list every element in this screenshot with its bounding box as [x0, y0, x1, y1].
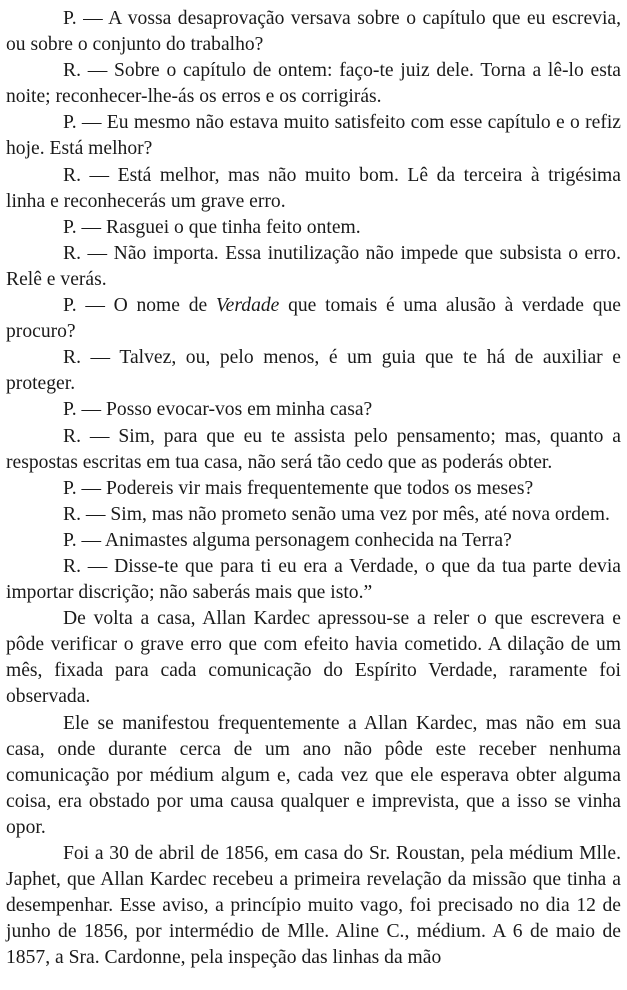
paragraph: R. — Não importa. Essa inutilização não impede que subsista o erro. Relê e verás.: [6, 242, 621, 290]
paragraph: P. — Eu mesmo não estava muito satisfeito com esse capítulo e o refiz hoje. Está melhor?: [6, 112, 621, 160]
paragraph: P. — Rasguei o que tinha feito ontem.: [63, 216, 361, 238]
paragraph-text: P. — O nome de: [63, 295, 216, 317]
document-page: [6, 6, 621, 971]
paragraph: R. — Sim, mas não prometo senão uma vez por mês, até nova ordem.: [63, 503, 610, 525]
emphasized-word: Verdade: [215, 295, 280, 317]
paragraph: R. — Disse-te que para ti eu era a Verdade, o que da tua parte devia importar discrição; não saberás mais que isto.”: [6, 555, 621, 604]
paragraph: P. — A vossa desaprovação versava sobre o capítulo que eu escrevia, ou sobre o conjunto do trabalho?: [6, 8, 621, 56]
paragraph: P. — Podereis vir mais frequentemente que todos os meses?: [63, 477, 534, 499]
paragraph: R. — Está melhor, mas não muito bom. Lê da terceira à trigésima linha e reconhecerás um grave erro.: [6, 164, 621, 212]
paragraph: R. — Talvez, ou, pelo menos, é um guia que te há de auxiliar e proteger.: [6, 347, 621, 395]
paragraph: R. — Sobre o capítulo de ontem: faço-te juiz dele. Torna a lê-lo esta noite; reconhecer-lhe-ás os erros e os corrigirás.: [6, 60, 621, 108]
paragraph: De volta a casa, Allan Kardec apressou-se a reler o que escrevera e pôde verificar o grave erro que com efeito havia cometido. A dilação de um mês, fixada para cada comunicação do Espírito Verdade, raramente foi observada.: [6, 608, 621, 708]
paragraph: Foi a 30 de abril de 1856, em casa do Sr. Roustan, pela médium Mlle. Japhet, que Allan Kardec recebeu a primeira revelação da missão que tinha a desempenhar. Esse aviso, a princípio muito vago, foi precisado no dia 12 de junho de 1856, por intermédio de Mlle. Aline C., médium. A 6 de maio de 1857, a Sra. Cardonne, pela inspeção das linhas da mão: [6, 843, 621, 969]
paragraph: P. — Animastes alguma personagem conhecida na Terra?: [63, 529, 512, 551]
paragraph: Ele se manifestou frequentemente a Allan Kardec, mas não em sua casa, onde durante cerca de um ano não pôde este receber nenhuma comunicação por médium algum e, cada vez que ele esperava obter alguma coisa, era obstado por uma causa qualquer e imprevista, que a isso se vinha opor.: [6, 712, 621, 838]
paragraph: [6, 293, 621, 345]
paragraph-text: que tomais é uma alusão à verdade que procuro?: [6, 295, 621, 343]
paragraph: P. — Posso evocar-vos em minha casa?: [63, 399, 373, 421]
paragraph: R. — Sim, para que eu te assista pelo pensamento; mas, quanto a respostas escritas em tua casa, não será tão cedo que as poderás obter.: [6, 425, 621, 473]
